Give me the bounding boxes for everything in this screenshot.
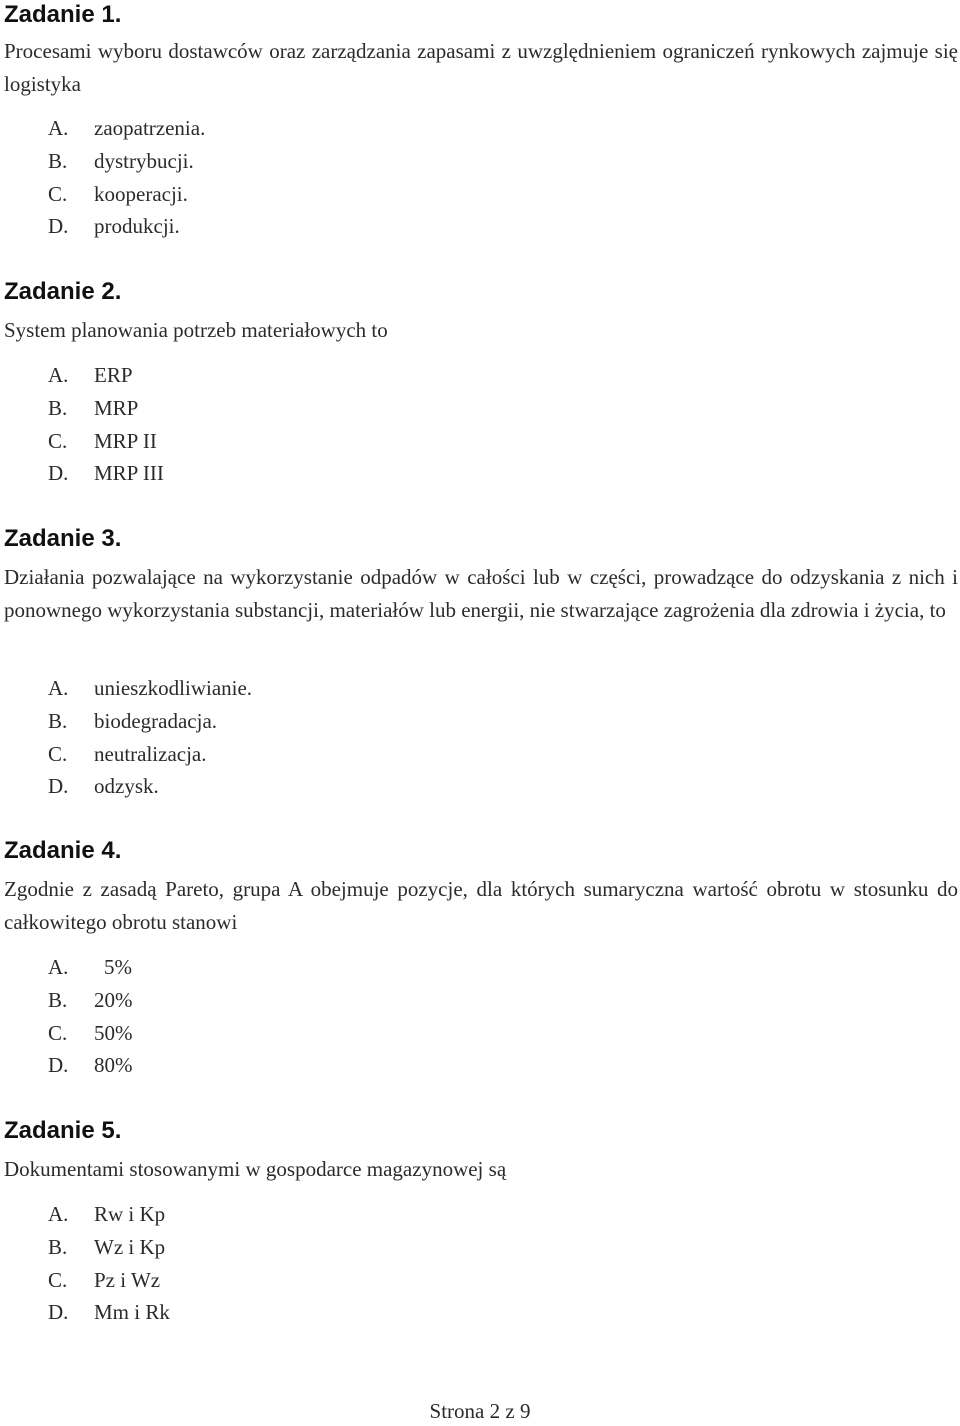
answer-option-d bbox=[48, 210, 205, 243]
option-letter: D. bbox=[48, 461, 69, 486]
option-text: 80% bbox=[94, 1053, 133, 1078]
answer-option-b bbox=[48, 1231, 170, 1264]
option-letter: D. bbox=[48, 774, 69, 799]
option-text: odzysk. bbox=[94, 774, 159, 799]
option-text: produkcji. bbox=[94, 214, 180, 239]
answer-options bbox=[48, 1198, 170, 1329]
option-letter: C. bbox=[48, 181, 68, 206]
task-title: Zadanie 4. bbox=[4, 837, 122, 864]
option-letter: C. bbox=[48, 741, 68, 766]
answer-options bbox=[48, 359, 164, 490]
answer-option-a bbox=[48, 951, 133, 984]
option-letter: B. bbox=[48, 987, 68, 1012]
task-question: Działania pozwalające na wykorzystanie odpadów w całości lub w części, prowadzące do odzyskania z nich i ponownego wykorzystania substancji, materiałów lub energii, nie stwarzające zagrożenia dla zdrowia i życia, to bbox=[4, 565, 958, 622]
task-title: Zadanie 2. bbox=[4, 278, 122, 305]
option-letter: A. bbox=[48, 1202, 69, 1226]
option-text: dystrybucji. bbox=[94, 148, 194, 173]
answer-option-b bbox=[48, 705, 252, 738]
option-letter: C. bbox=[48, 1267, 68, 1292]
option-text: Wz i Kp bbox=[94, 1234, 166, 1259]
option-letter: A. bbox=[48, 955, 69, 979]
task-1 bbox=[4, 0, 958, 239]
answer-option-d bbox=[48, 770, 252, 803]
option-letter: B. bbox=[48, 148, 68, 173]
answer-option-a bbox=[48, 112, 205, 145]
option-text: 20% bbox=[94, 987, 133, 1012]
option-text: neutralizacja. bbox=[94, 741, 207, 766]
option-text: MRP III bbox=[94, 461, 164, 486]
task-2 bbox=[4, 277, 958, 486]
answer-option-a bbox=[48, 1198, 170, 1231]
option-text: kooperacji. bbox=[94, 181, 188, 206]
option-letter: C. bbox=[48, 1020, 68, 1045]
answer-option-a bbox=[48, 672, 252, 705]
answer-option-c bbox=[48, 425, 164, 458]
option-letter: D. bbox=[48, 1300, 69, 1325]
answer-option-d bbox=[48, 1049, 133, 1082]
option-letter: C. bbox=[48, 428, 68, 453]
task-question: Zgodnie z zasadą Pareto, grupa A obejmuje pozycje, dla których sumaryczna wartość obrotu w stosunku do całkowitego obrotu stanowi bbox=[4, 877, 958, 934]
answer-option-b bbox=[48, 392, 164, 425]
task-title: Zadanie 3. bbox=[4, 525, 122, 552]
page-number: Strona 2 z 9 bbox=[429, 1399, 531, 1423]
task-5 bbox=[4, 1116, 958, 1325]
task-3 bbox=[4, 524, 958, 799]
option-text: 50% bbox=[94, 1020, 133, 1045]
option-text: biodegradacja. bbox=[94, 708, 218, 733]
option-letter: D. bbox=[48, 1053, 69, 1078]
option-text: 5% bbox=[104, 955, 132, 979]
option-text: MRP II bbox=[94, 428, 157, 453]
option-letter: A. bbox=[48, 363, 69, 387]
answer-option-c bbox=[48, 178, 205, 211]
task-4 bbox=[4, 836, 958, 1078]
answer-option-d bbox=[48, 1296, 170, 1329]
answer-option-b bbox=[48, 145, 205, 178]
option-text: Mm i Rk bbox=[94, 1300, 170, 1325]
task-question: System planowania potrzeb materiałowych to bbox=[4, 318, 388, 342]
answer-option-c bbox=[48, 1017, 133, 1050]
option-text: MRP bbox=[94, 395, 139, 420]
option-letter: B. bbox=[48, 1234, 68, 1259]
option-letter: B. bbox=[48, 708, 68, 733]
answer-option-c bbox=[48, 738, 252, 771]
answer-options bbox=[48, 951, 133, 1082]
option-text: ERP bbox=[94, 363, 133, 387]
option-text: Rw i Kp bbox=[94, 1202, 166, 1226]
option-letter: A. bbox=[48, 116, 69, 140]
answer-option-b bbox=[48, 984, 133, 1017]
task-question: Procesami wyboru dostawców oraz zarządzania zapasami z uwzględnieniem ograniczeń rynkowych zajmuje się logistyka bbox=[4, 39, 958, 96]
task-title: Zadanie 5. bbox=[4, 1117, 122, 1144]
answer-option-d bbox=[48, 457, 164, 490]
answer-option-a bbox=[48, 359, 164, 392]
task-question: Dokumentami stosowanymi w gospodarce magazynowej są bbox=[4, 1157, 507, 1181]
option-letter: B. bbox=[48, 395, 68, 420]
option-text: Pz i Wz bbox=[94, 1267, 161, 1292]
option-letter: A. bbox=[48, 676, 69, 700]
option-letter: D. bbox=[48, 214, 69, 239]
answer-option-c bbox=[48, 1264, 170, 1297]
option-text: zaopatrzenia. bbox=[94, 116, 206, 140]
task-title: Zadanie 1. bbox=[4, 1, 122, 28]
option-text: unieszkodliwianie. bbox=[94, 676, 253, 700]
answer-options bbox=[48, 112, 205, 243]
answer-options bbox=[48, 672, 252, 803]
